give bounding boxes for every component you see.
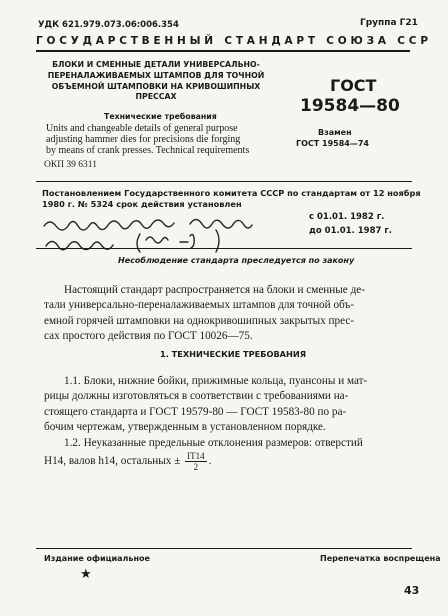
paragraph-1-2 bbox=[44, 436, 414, 472]
standard-banner: ГОСУДАРСТВЕННЫЙ СТАНДАРТ СОЮЗА ССР bbox=[36, 35, 432, 47]
title-english bbox=[46, 124, 294, 156]
para-line: стоящего стандарта и ГОСТ 19579-80 — ГОСТ 19583-80 по ра- bbox=[44, 405, 347, 418]
para-line: рицы должны изготовляться в соответствии с требованиями на- bbox=[44, 390, 349, 403]
replaced-label: Взамен bbox=[318, 128, 352, 137]
section-heading: 1. ТЕХНИЧЕСКИЕ ТРЕБОВАНИЯ bbox=[160, 349, 307, 359]
valid-from: с 01.01. 1982 г. bbox=[309, 212, 385, 222]
udk-code: УДК 621.979.073.06:006.354 bbox=[38, 20, 179, 30]
para-text: . bbox=[208, 455, 212, 468]
fraction-denominator: 2 bbox=[193, 462, 199, 473]
reprint-notice: Перепечатка воспрещена bbox=[320, 554, 441, 563]
edition-label: Издание официальное bbox=[44, 554, 150, 563]
section-rule-top bbox=[36, 181, 412, 182]
decree-text bbox=[42, 188, 421, 210]
para-line: 1.1. Блоки, нижние бойки, прижимные кольца, пуансоны и мат- bbox=[64, 375, 368, 387]
page-number: 43 bbox=[404, 584, 420, 597]
title-en-line: adjusting hammer dies for precisions die forging bbox=[46, 133, 241, 145]
intro-line: сах простого действия по ГОСТ 10026—75. bbox=[44, 330, 253, 343]
intro-line: тали универсально-переналаживаемых штампов для точной объ- bbox=[44, 299, 354, 312]
header-rule bbox=[36, 50, 410, 52]
fraction-numerator: IT14 bbox=[187, 451, 205, 462]
gost-label: ГОСТ bbox=[330, 76, 377, 95]
para-line: бочим чертежам, утвержденным в установленном порядке. bbox=[44, 421, 326, 434]
title-ru-line: БЛОКИ И СМЕННЫЕ ДЕТАЛИ УНИВЕРСАЛЬНО- bbox=[52, 60, 260, 69]
okp-code: ОКП 39 6311 bbox=[44, 160, 97, 170]
gost-number: 19584—80 bbox=[300, 96, 400, 116]
para-text: H14, валов h14, остальных ± bbox=[44, 455, 181, 468]
title-en-line: by means of crank presses. Technical requirements bbox=[46, 144, 250, 156]
decree-line: 1980 г. № 5324 срок действия установлен bbox=[42, 199, 242, 209]
title-ru-line: ПЕРЕНАЛАЖИВАЕМЫХ ШТАМПОВ ДЛЯ ТОЧНОЙ bbox=[47, 70, 265, 80]
valid-to: до 01.01. 1987 г. bbox=[309, 226, 393, 236]
title-ru-line: ОБЪЕМНОЙ ШТАМПОВКИ НА КРИВОШИПНЫХ bbox=[51, 81, 261, 91]
title-subtitle: Технические требования bbox=[104, 112, 217, 121]
paragraph-1-1 bbox=[44, 374, 414, 436]
decree-line: Постановлением Государственного комитета СССР по стандартам от 12 ноября bbox=[42, 188, 421, 198]
title-russian bbox=[42, 60, 270, 103]
para-line: 1.2. Неуказанные предельные отклонения размеров: отверстий bbox=[64, 437, 363, 449]
noncompliance-note: Несоблюдение стандарта преследуется по закону bbox=[118, 256, 355, 265]
intro-paragraph bbox=[44, 283, 412, 345]
intro-line: емной горячей штамповки на однокривошипных закрытых прес- bbox=[44, 314, 355, 327]
section-rule-bottom bbox=[36, 248, 412, 249]
para-line bbox=[44, 451, 414, 472]
intro-line: Настоящий стандарт распространяется на блоки и сменные де- bbox=[64, 284, 365, 296]
star-icon: ★ bbox=[80, 566, 92, 581]
title-ru-line: ПРЕССАХ bbox=[135, 92, 177, 102]
validity-period bbox=[309, 210, 392, 238]
title-en-line: Units and changeable details of general purpose bbox=[46, 123, 238, 134]
footer-rule bbox=[36, 548, 412, 549]
group-code: Группа Г21 bbox=[360, 18, 418, 28]
replaced-value: ГОСТ 19584—74 bbox=[296, 139, 369, 148]
fraction bbox=[185, 451, 207, 472]
